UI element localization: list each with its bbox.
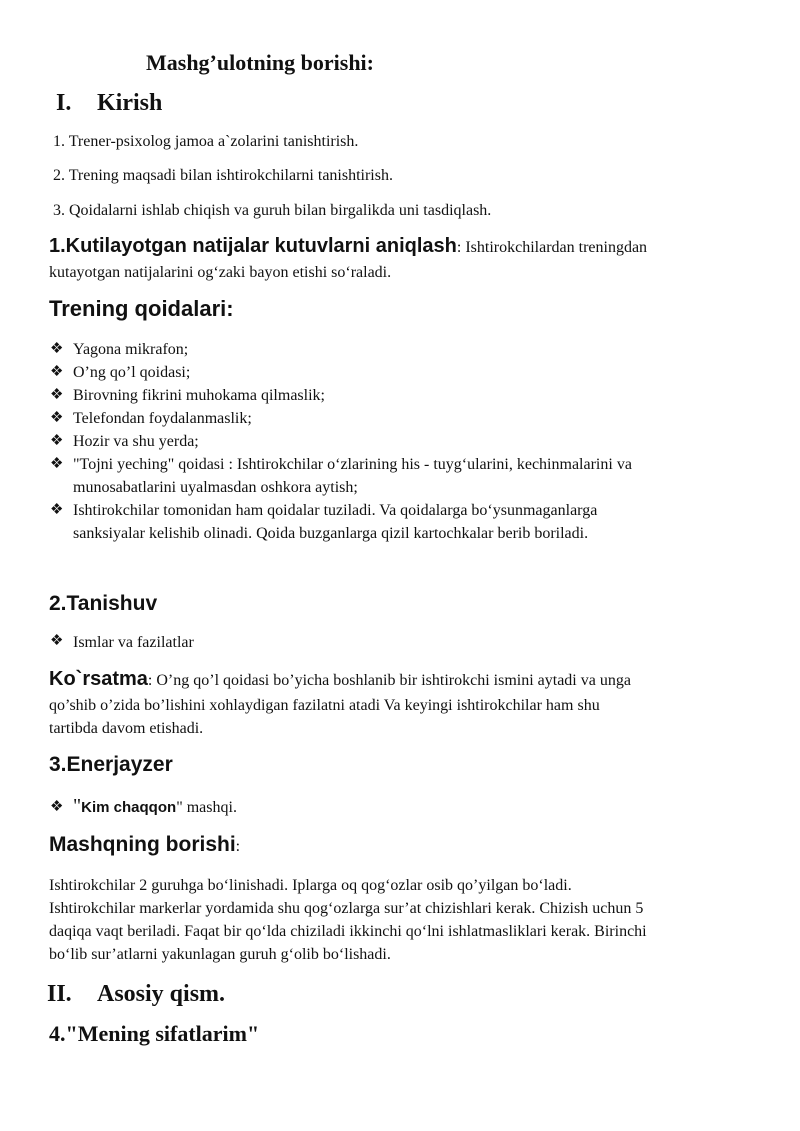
instruction-text-line: qo’shib o’zida bo’lishini xohlaydigan fazilatni atadi Va keyingi ishtirokchilar ham shu [49,697,600,714]
diamond-bullet-icon: ❖ [50,364,64,380]
energizer-heading: 3.Enerjayzer [49,753,173,776]
instruction-line [49,666,631,694]
energizer-text-line: daqiqa vaqt beriladi. Faqat bir qo‘lda chiziladi ikkinchi qo‘lni ishlatmasliklari kerak. Birinchi [49,923,647,940]
rule-item: Ishtirokchilar tomonidan ham qoidalar tuziladi. Va qoidalarga bo‘ysunmaganlarga [73,502,598,519]
progress-heading: Mashqning borishi [49,833,236,856]
diamond-bullet-icon: ❖ [50,633,64,649]
energizer-text-line: bo‘lib sur’atlarni yakunlagan guruh g‘olib bo‘lishadi. [49,946,391,963]
list-item: 2. Trening maqsadi bilan ishtirokchilarni tanishtirish. [53,167,393,184]
rules-heading: Trening qoidalari: [49,296,234,321]
diamond-bullet-icon: ❖ [50,456,64,472]
rule-item-continuation: sanksiyalar kelishib olinadi. Qoida buzganlarga qizil kartochkalar berib boriladi. [73,525,589,542]
rule-item: Telefondan foydalanmaslik; [73,410,252,427]
rule-item: "Tojni yeching" qoidasi : Ishtirokchilar o‘zlarining his - tuyg‘ularini, kechinmalarini va [73,456,632,473]
page-title: Mashg’ulotning borishi: [146,50,374,75]
rule-item-continuation: munosabatlarini uyalmasdan oshkora aytish; [73,479,358,496]
energizer-text-line: Ishtirokchilar markerlar yordamida shu qog‘ozlarga sur’at chizishlari kerak. Chizish uchun 5 [49,900,644,917]
energizer-text-line: Ishtirokchilar 2 guruhga bo‘linishadi. Iplarga oq qog‘ozlar osib qo’yilgan bo‘ladi. [49,877,572,894]
game-name: Kim chaqqon [81,799,177,816]
expectations-text-line: kutayotgan natijalarini og‘zaki bayon etishi so‘raladi. [49,264,392,281]
progress-heading-line [49,833,240,857]
progress-colon: : [235,838,241,855]
diamond-bullet-icon: ❖ [50,387,64,403]
section-heading: Asosiy qism. [97,981,226,1007]
game-suffix: " mashqi. [176,799,237,816]
tanishuv-heading: 2.Tanishuv [49,592,158,615]
quote-mark: " [73,795,82,817]
instruction-text: : O’ng qo’l qoidasi bo’yicha boshlanib bir ishtirokchi ismini aytadi va unga [147,672,631,689]
diamond-bullet-icon: ❖ [50,502,64,518]
rule-item: Hozir va shu yerda; [73,433,199,450]
list-item: 3. Qoidalarni ishlab chiqish va guruh bilan birgalikda uni tasdiqlash. [53,202,492,219]
list-item: 1. Trener-psixolog jamoa a`zolarini tanishtirish. [53,133,359,150]
tanishuv-bullet-text: Ismlar va fazilatlar [73,634,194,651]
subsection-heading: 4."Mening sifatlarim" [49,1021,260,1046]
section-numeral: I. [56,90,72,116]
diamond-bullet-icon: ❖ [50,799,64,815]
rule-item: Birovning fikrini muhokama qilmaslik; [73,387,325,404]
rule-item: Yagona mikrafon; [73,341,189,358]
rule-item: O’ng qo’l qoidasi; [73,364,191,381]
diamond-bullet-icon: ❖ [50,410,64,426]
energizer-game-line [73,793,237,821]
expectations-paragraph [49,234,647,260]
section-numeral: II. [47,981,72,1007]
expectations-heading: 1.Kutilayotgan natijalar kutuvlarni aniqlash [49,235,457,257]
expectations-text: : Ishtirokchilardan treningdan [456,239,648,256]
diamond-bullet-icon: ❖ [50,433,64,449]
diamond-bullet-icon: ❖ [50,341,64,357]
instruction-label: Ko`rsatma [49,668,148,690]
section-heading: Kirish [97,90,163,116]
instruction-text-line: tartibda davom etishadi. [49,720,204,737]
